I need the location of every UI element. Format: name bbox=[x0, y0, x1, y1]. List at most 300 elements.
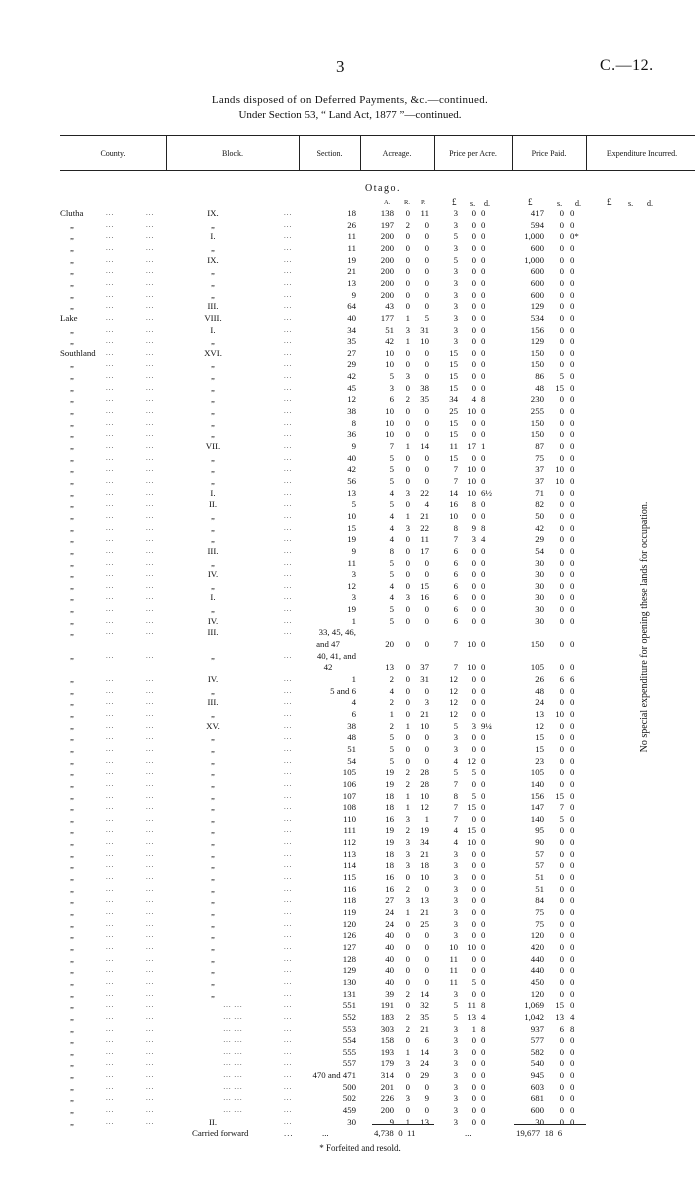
block-cell: ... ... bbox=[223, 1094, 243, 1103]
block-cell: „ bbox=[211, 417, 215, 428]
perches-cell: 0 bbox=[424, 965, 429, 976]
block-cell: I. bbox=[210, 231, 216, 242]
expenditure-note: No special expenditure for opening these lands for occupation. bbox=[639, 501, 650, 753]
block-cell: „ bbox=[211, 802, 215, 813]
row-dots: ... bbox=[146, 908, 155, 916]
row-dots: ... bbox=[284, 220, 293, 229]
perches-cell: 28 bbox=[420, 778, 429, 789]
price-shillings-cell: 15 bbox=[467, 825, 476, 836]
paid-pence-cell: 0 bbox=[570, 732, 575, 743]
price-pence-cell: 0 bbox=[481, 790, 486, 801]
price-pence-cell: 0 bbox=[481, 580, 486, 591]
block-cell: ... ... bbox=[223, 1024, 243, 1033]
block-cell: III. bbox=[207, 301, 219, 312]
paid-pounds-cell: 48 bbox=[535, 685, 544, 696]
paid-pence-cell: 0 bbox=[570, 557, 575, 568]
paid-shillings-cell: 0 bbox=[559, 208, 564, 218]
section-cell: 21 bbox=[347, 266, 356, 277]
price-shillings-cell: 0 bbox=[471, 592, 476, 603]
paid-pence-cell: 0 bbox=[570, 907, 575, 917]
row-dots: ... bbox=[106, 756, 115, 765]
paid-pounds-cell: 30 bbox=[535, 557, 544, 568]
roods-cell: 0 bbox=[405, 266, 410, 277]
row-dots: ... bbox=[106, 535, 115, 544]
row-dots: ... bbox=[106, 1012, 115, 1021]
paid-shillings-cell: 0 bbox=[559, 953, 564, 964]
section-cell: 551 bbox=[342, 1000, 356, 1011]
row-dots: ... bbox=[146, 511, 155, 520]
perches-cell: 35 bbox=[420, 1011, 429, 1022]
perches-cell: 31 bbox=[420, 324, 429, 335]
price-pounds-cell: 6 bbox=[453, 615, 458, 626]
price-pounds-cell: 11 bbox=[449, 965, 458, 976]
row-dots: ... bbox=[106, 558, 115, 567]
county-cell: „ bbox=[70, 767, 74, 778]
price-pence-cell: 0 bbox=[481, 266, 486, 277]
paid-pounds-cell: 1,069 bbox=[524, 1000, 544, 1011]
row-dots: ... bbox=[146, 605, 155, 614]
roods-cell: 0 bbox=[405, 976, 410, 987]
roods-cell: 1 bbox=[405, 790, 410, 801]
section-cell: 110 bbox=[343, 813, 356, 824]
paid-pence-cell: 0 bbox=[570, 452, 575, 463]
acres-cell: 200 bbox=[380, 289, 394, 300]
block-cell: „ bbox=[211, 685, 215, 696]
county-cell: „ bbox=[70, 289, 74, 300]
price-pounds-cell: 7 bbox=[453, 813, 458, 824]
perches-cell: 12 bbox=[420, 802, 429, 813]
paid-shillings-cell: 0 bbox=[559, 872, 564, 883]
paid-pence-cell: 0 bbox=[570, 1058, 575, 1069]
acres-cell: 40 bbox=[385, 941, 394, 952]
acres-cell: 5 bbox=[389, 499, 394, 510]
block-cell: „ bbox=[211, 429, 215, 440]
unit-pounds: £ bbox=[528, 197, 533, 207]
paid-shillings-cell: 0 bbox=[559, 312, 564, 323]
price-pence-cell: 0 bbox=[481, 604, 486, 615]
roods-cell: 0 bbox=[405, 499, 410, 510]
paid-pence-cell: 0 bbox=[570, 301, 575, 312]
price-pounds-cell: 7 bbox=[453, 464, 458, 475]
block-cell: „ bbox=[211, 930, 215, 941]
row-dots: ... bbox=[284, 709, 293, 718]
price-pounds-cell: 12 bbox=[449, 685, 458, 696]
block-cell: ... ... bbox=[223, 1082, 243, 1091]
row-dots: ... bbox=[106, 931, 115, 940]
county-cell: „ bbox=[70, 499, 74, 510]
paid-pence-cell: 0 bbox=[570, 1105, 575, 1116]
section-cell: 116 bbox=[343, 883, 356, 894]
section-cell: 1 bbox=[351, 615, 356, 626]
price-pounds-cell: 3 bbox=[453, 1093, 458, 1104]
row-dots: ... bbox=[284, 209, 293, 217]
block-cell: „ bbox=[211, 778, 215, 789]
row-dots: ... bbox=[284, 884, 293, 893]
row-dots: ... bbox=[146, 1024, 155, 1033]
block-cell: ... ... bbox=[223, 1047, 243, 1056]
acres-cell: 4 bbox=[389, 685, 394, 696]
acres-cell: 18 bbox=[385, 790, 394, 801]
price-pounds-cell: 14 bbox=[449, 487, 458, 498]
row-dots: ... bbox=[106, 686, 115, 695]
price-pounds-cell: 3 bbox=[453, 219, 458, 230]
county-cell: „ bbox=[70, 685, 74, 696]
paid-pounds-cell: 594 bbox=[530, 219, 544, 230]
block-cell: „ bbox=[211, 860, 215, 871]
perches-cell: 0 bbox=[424, 639, 429, 650]
block-cell: „ bbox=[211, 883, 215, 894]
paid-pence-cell: 6 bbox=[570, 674, 575, 684]
row-dots: ... bbox=[284, 302, 293, 311]
price-pounds-cell: 3 bbox=[453, 743, 458, 754]
price-pounds-cell: 4 bbox=[453, 825, 458, 836]
block-cell: IX. bbox=[207, 208, 219, 218]
paid-pounds-cell: 150 bbox=[530, 429, 544, 440]
paid-pence-cell: 0* bbox=[570, 231, 579, 242]
paid-pence-cell: 0 bbox=[570, 802, 575, 813]
row-dots: ... bbox=[146, 570, 155, 579]
paid-shillings-cell: 0 bbox=[559, 324, 564, 335]
row-dots: ... bbox=[106, 511, 115, 520]
paid-shillings-cell: 0 bbox=[559, 1058, 564, 1069]
paid-pence-cell: 0 bbox=[570, 941, 575, 952]
paid-pence-cell: 0 bbox=[570, 697, 575, 708]
acres-cell: 10 bbox=[385, 406, 394, 417]
price-pounds-cell: 8 bbox=[453, 790, 458, 801]
acres-cell: 303 bbox=[380, 1023, 394, 1034]
perches-cell: 31 bbox=[420, 674, 429, 684]
paid-pence-cell: 0 bbox=[570, 662, 575, 673]
price-shillings-cell: 0 bbox=[471, 930, 476, 941]
paid-shillings-cell: 15 bbox=[555, 790, 564, 801]
block-cell: III. bbox=[207, 627, 219, 638]
row-dots: ... bbox=[284, 570, 293, 579]
paid-pounds-cell: 105 bbox=[530, 662, 544, 673]
county-cell: „ bbox=[70, 569, 74, 580]
perches-cell: 24 bbox=[420, 1058, 429, 1069]
row-dots: ... bbox=[146, 675, 155, 683]
perches-cell: 0 bbox=[424, 732, 429, 743]
price-pounds-cell: 3 bbox=[453, 930, 458, 941]
row-dots: ... bbox=[146, 348, 155, 357]
row-dots: ... bbox=[106, 675, 115, 683]
footnote: * Forfeited and resold. bbox=[319, 1143, 401, 1153]
row-dots: ... bbox=[106, 418, 115, 427]
paid-shillings-cell: 0 bbox=[559, 557, 564, 568]
price-pounds-cell: 3 bbox=[453, 208, 458, 218]
row-dots: ... bbox=[284, 325, 293, 334]
price-shillings-cell: 0 bbox=[471, 778, 476, 789]
price-pence-cell: 0 bbox=[481, 965, 486, 976]
unit-pence: d. bbox=[484, 199, 490, 208]
county-cell: „ bbox=[70, 615, 74, 626]
roods-cell: 2 bbox=[405, 778, 410, 789]
row-dots: ... bbox=[284, 919, 293, 928]
row-dots: ... bbox=[284, 313, 293, 322]
county-cell: „ bbox=[70, 1081, 74, 1092]
price-shillings-cell: 3 bbox=[471, 720, 476, 731]
paid-shillings-cell: 0 bbox=[559, 1035, 564, 1046]
section-cell: 19 bbox=[347, 604, 356, 615]
row-dots: ... bbox=[284, 523, 293, 532]
price-pounds-cell: 7 bbox=[453, 802, 458, 813]
acres-cell: 177 bbox=[380, 312, 394, 323]
row-dots: ... bbox=[146, 1106, 155, 1115]
price-shillings-cell: 0 bbox=[471, 324, 476, 335]
price-shillings-cell: 0 bbox=[471, 242, 476, 253]
paid-pence-cell: 0 bbox=[570, 406, 575, 417]
section-cell: 502 bbox=[342, 1093, 356, 1104]
header-price-per-acre: Price per Acre. bbox=[449, 148, 497, 158]
price-shillings-cell: 0 bbox=[471, 266, 476, 277]
price-pounds-cell: 4 bbox=[453, 837, 458, 848]
price-pence-cell: 0 bbox=[481, 941, 486, 952]
paid-shillings-cell: 0 bbox=[559, 231, 564, 242]
price-shillings-cell: 0 bbox=[471, 371, 476, 382]
price-pounds-cell: 3 bbox=[453, 1046, 458, 1057]
row-dots: ... bbox=[106, 942, 115, 951]
price-shillings-cell: 0 bbox=[471, 254, 476, 265]
paid-shillings-cell: 0 bbox=[559, 301, 564, 312]
row-dots: ... bbox=[106, 814, 115, 823]
row-dots: ... bbox=[284, 605, 293, 614]
paid-pounds-cell: 57 bbox=[535, 860, 544, 871]
county-cell: „ bbox=[70, 452, 74, 463]
paid-pence-cell: 0 bbox=[570, 639, 575, 650]
row-dots: ... bbox=[284, 278, 293, 287]
price-shillings-cell: 0 bbox=[471, 545, 476, 556]
acres-cell: 18 bbox=[385, 802, 394, 813]
acres-cell: 200 bbox=[380, 1105, 394, 1116]
price-pence-cell: 0 bbox=[481, 464, 486, 475]
row-dots: ... bbox=[146, 418, 155, 427]
paid-pence-cell: 0 bbox=[570, 848, 575, 859]
county-cell: „ bbox=[70, 708, 74, 719]
price-pounds-cell: 6 bbox=[453, 580, 458, 591]
paid-pounds-cell: 13 bbox=[535, 708, 544, 719]
paid-shillings-cell: 0 bbox=[559, 732, 564, 743]
row-dots: ... bbox=[284, 232, 293, 241]
acres-cell: 19 bbox=[385, 825, 394, 836]
price-pence-cell: 0 bbox=[481, 417, 486, 428]
block-cell: „ bbox=[211, 336, 215, 347]
paid-pounds-cell: 82 bbox=[535, 499, 544, 510]
row-dots: ... bbox=[284, 989, 293, 998]
acres-cell: 20 bbox=[385, 639, 394, 650]
paid-pounds-cell: 30 bbox=[535, 569, 544, 580]
perches-cell: 16 bbox=[420, 592, 429, 603]
perches-cell: 11 bbox=[420, 534, 429, 545]
price-shillings-cell: 0 bbox=[471, 1081, 476, 1092]
acres-cell: 51 bbox=[385, 324, 394, 335]
row-dots: ... bbox=[146, 325, 155, 334]
paid-shillings-cell: 0 bbox=[559, 580, 564, 591]
price-pounds-cell: 3 bbox=[453, 895, 458, 906]
section-cell: 6 bbox=[351, 708, 356, 719]
county-cell: „ bbox=[70, 732, 74, 743]
county-cell: „ bbox=[70, 743, 74, 754]
row-dots: ... bbox=[284, 511, 293, 520]
section-cell: 8 bbox=[351, 417, 356, 428]
row-dots: ... bbox=[106, 791, 115, 800]
price-pence-cell: 6½ bbox=[481, 487, 492, 498]
paid-shillings-cell: 0 bbox=[559, 510, 564, 521]
acres-cell: 4 bbox=[389, 510, 394, 521]
row-dots: ... bbox=[284, 966, 293, 975]
acres-cell: 2 bbox=[389, 674, 394, 684]
price-pounds-cell: 11 bbox=[449, 441, 458, 451]
price-pounds-cell: 3 bbox=[453, 301, 458, 312]
roods-cell: 2 bbox=[405, 1023, 410, 1034]
section-cell: 19 bbox=[347, 254, 356, 265]
section-cell: 13 bbox=[347, 487, 356, 498]
price-pounds-cell: 7 bbox=[453, 639, 458, 650]
row-dots: ... bbox=[106, 232, 115, 241]
row-dots: ... bbox=[106, 896, 115, 905]
section-cell: 126 bbox=[342, 930, 356, 941]
price-pence-cell: 8 bbox=[481, 1000, 486, 1011]
district-heading: Otago. bbox=[365, 183, 401, 194]
perches-cell: 34 bbox=[420, 837, 429, 848]
paid-pounds-cell: 450 bbox=[530, 976, 544, 987]
row-dots: ... bbox=[146, 558, 155, 567]
price-shillings-cell: 5 bbox=[471, 976, 476, 987]
county-cell: „ bbox=[70, 953, 74, 964]
price-shillings-cell: 0 bbox=[471, 1105, 476, 1116]
price-pence-cell: 0 bbox=[481, 545, 486, 556]
perches-cell: 22 bbox=[420, 522, 429, 533]
row-dots: ... bbox=[284, 593, 293, 602]
price-shillings-cell: 0 bbox=[471, 615, 476, 626]
perches-cell: 0 bbox=[424, 277, 429, 288]
section-cell: 38 bbox=[347, 720, 356, 731]
county-cell: „ bbox=[70, 1011, 74, 1022]
acres-cell: 40 bbox=[385, 930, 394, 941]
price-pence-cell: 4 bbox=[481, 1011, 486, 1022]
paid-pounds-cell: 30 bbox=[535, 1116, 544, 1127]
row-dots: ... bbox=[106, 1036, 115, 1045]
roods-cell: 0 bbox=[405, 452, 410, 463]
paid-shillings-cell: 0 bbox=[559, 778, 564, 789]
row-dots: ... bbox=[106, 255, 115, 264]
roods-cell: 0 bbox=[405, 254, 410, 265]
paid-pounds-cell: 600 bbox=[530, 277, 544, 288]
block-cell: VII. bbox=[205, 441, 221, 451]
county-cell: „ bbox=[70, 755, 74, 766]
paid-shillings-cell: 7 bbox=[559, 802, 564, 813]
price-shillings-cell: 0 bbox=[471, 953, 476, 964]
perches-cell: 13 bbox=[420, 895, 429, 906]
row-dots: ... bbox=[146, 768, 155, 777]
paid-pence-cell: 0 bbox=[570, 1081, 575, 1092]
roods-cell: 0 bbox=[405, 475, 410, 486]
price-shillings-cell: 0 bbox=[471, 1093, 476, 1104]
row-dots: ... bbox=[284, 1012, 293, 1021]
carried-forward-price-per-acre: ... bbox=[465, 1128, 472, 1138]
row-dots: ... bbox=[284, 348, 293, 357]
roods-cell: 0 bbox=[405, 953, 410, 964]
price-shillings-cell: 0 bbox=[471, 872, 476, 883]
paid-shillings-cell: 10 bbox=[555, 464, 564, 475]
unit-pounds: £ bbox=[607, 197, 612, 207]
row-dots: ... bbox=[284, 616, 293, 625]
block-cell: ... ... bbox=[223, 1059, 243, 1068]
paid-pounds-cell: 681 bbox=[530, 1093, 544, 1104]
row-dots: ... bbox=[146, 733, 155, 742]
acres-cell: 5 bbox=[389, 615, 394, 626]
price-pounds-cell: 15 bbox=[449, 429, 458, 440]
perches-cell: 0 bbox=[424, 359, 429, 370]
paid-pence-cell: 0 bbox=[570, 767, 575, 778]
county-cell: „ bbox=[70, 580, 74, 591]
county-cell: „ bbox=[70, 837, 74, 848]
county-cell: „ bbox=[70, 1000, 74, 1011]
section-cell: 64 bbox=[347, 301, 356, 312]
acres-cell: 9 bbox=[389, 1116, 394, 1127]
price-shillings-cell: 17 bbox=[467, 441, 476, 451]
price-shillings-cell: 4 bbox=[471, 394, 476, 405]
price-pounds-cell: 6 bbox=[453, 557, 458, 568]
row-dots: ... bbox=[284, 255, 293, 264]
price-pence-cell: 0 bbox=[481, 510, 486, 521]
county-cell: „ bbox=[70, 242, 74, 253]
price-shillings-cell: 0 bbox=[471, 312, 476, 323]
price-pence-cell: 0 bbox=[481, 895, 486, 906]
row-dots: ... bbox=[146, 209, 155, 217]
block-cell: „ bbox=[211, 382, 215, 393]
paid-pence-cell: 8 bbox=[570, 1023, 575, 1034]
price-pence-cell: 0 bbox=[481, 371, 486, 382]
roods-cell: 3 bbox=[405, 487, 410, 498]
block-cell: „ bbox=[211, 406, 215, 417]
price-shillings-cell: 0 bbox=[471, 510, 476, 521]
block-cell: „ bbox=[211, 755, 215, 766]
paid-shillings-cell: 0 bbox=[559, 662, 564, 673]
block-cell: II. bbox=[208, 499, 218, 510]
paid-pounds-cell: 150 bbox=[530, 417, 544, 428]
paid-shillings-cell: 15 bbox=[555, 382, 564, 393]
price-pounds-cell: 12 bbox=[449, 708, 458, 719]
price-pence-cell: 0 bbox=[481, 347, 486, 358]
acres-cell: 5 bbox=[389, 475, 394, 486]
price-pounds-cell: 7 bbox=[453, 662, 458, 673]
acres-cell: 18 bbox=[385, 848, 394, 859]
price-pence-cell: 0 bbox=[481, 359, 486, 370]
header-price-paid: Price Paid. bbox=[531, 148, 567, 158]
perches-cell: 0 bbox=[424, 231, 429, 242]
paid-pence-cell: 0 bbox=[570, 825, 575, 836]
roods-cell: 3 bbox=[405, 371, 410, 382]
roods-cell: 0 bbox=[405, 685, 410, 696]
row-dots: ... bbox=[284, 418, 293, 427]
perches-cell: 0 bbox=[424, 429, 429, 440]
paid-shillings-cell: 5 bbox=[559, 813, 564, 824]
paid-shillings-cell: 0 bbox=[559, 394, 564, 405]
row-dots: ... bbox=[284, 814, 293, 823]
row-dots: ... bbox=[146, 535, 155, 544]
paid-shillings-cell: 0 bbox=[559, 1105, 564, 1116]
row-dots: ... bbox=[146, 267, 155, 276]
paid-pounds-cell: 84 bbox=[535, 895, 544, 906]
paid-pence-cell: 0 bbox=[570, 965, 575, 976]
price-pounds-cell: 3 bbox=[453, 1058, 458, 1069]
section-cell: 38 bbox=[347, 406, 356, 417]
row-dots: ... bbox=[146, 500, 155, 509]
county-cell: „ bbox=[70, 802, 74, 813]
paid-shillings-cell: 0 bbox=[559, 941, 564, 952]
section-cell: 45 bbox=[347, 382, 356, 393]
roods-cell: 3 bbox=[405, 522, 410, 533]
